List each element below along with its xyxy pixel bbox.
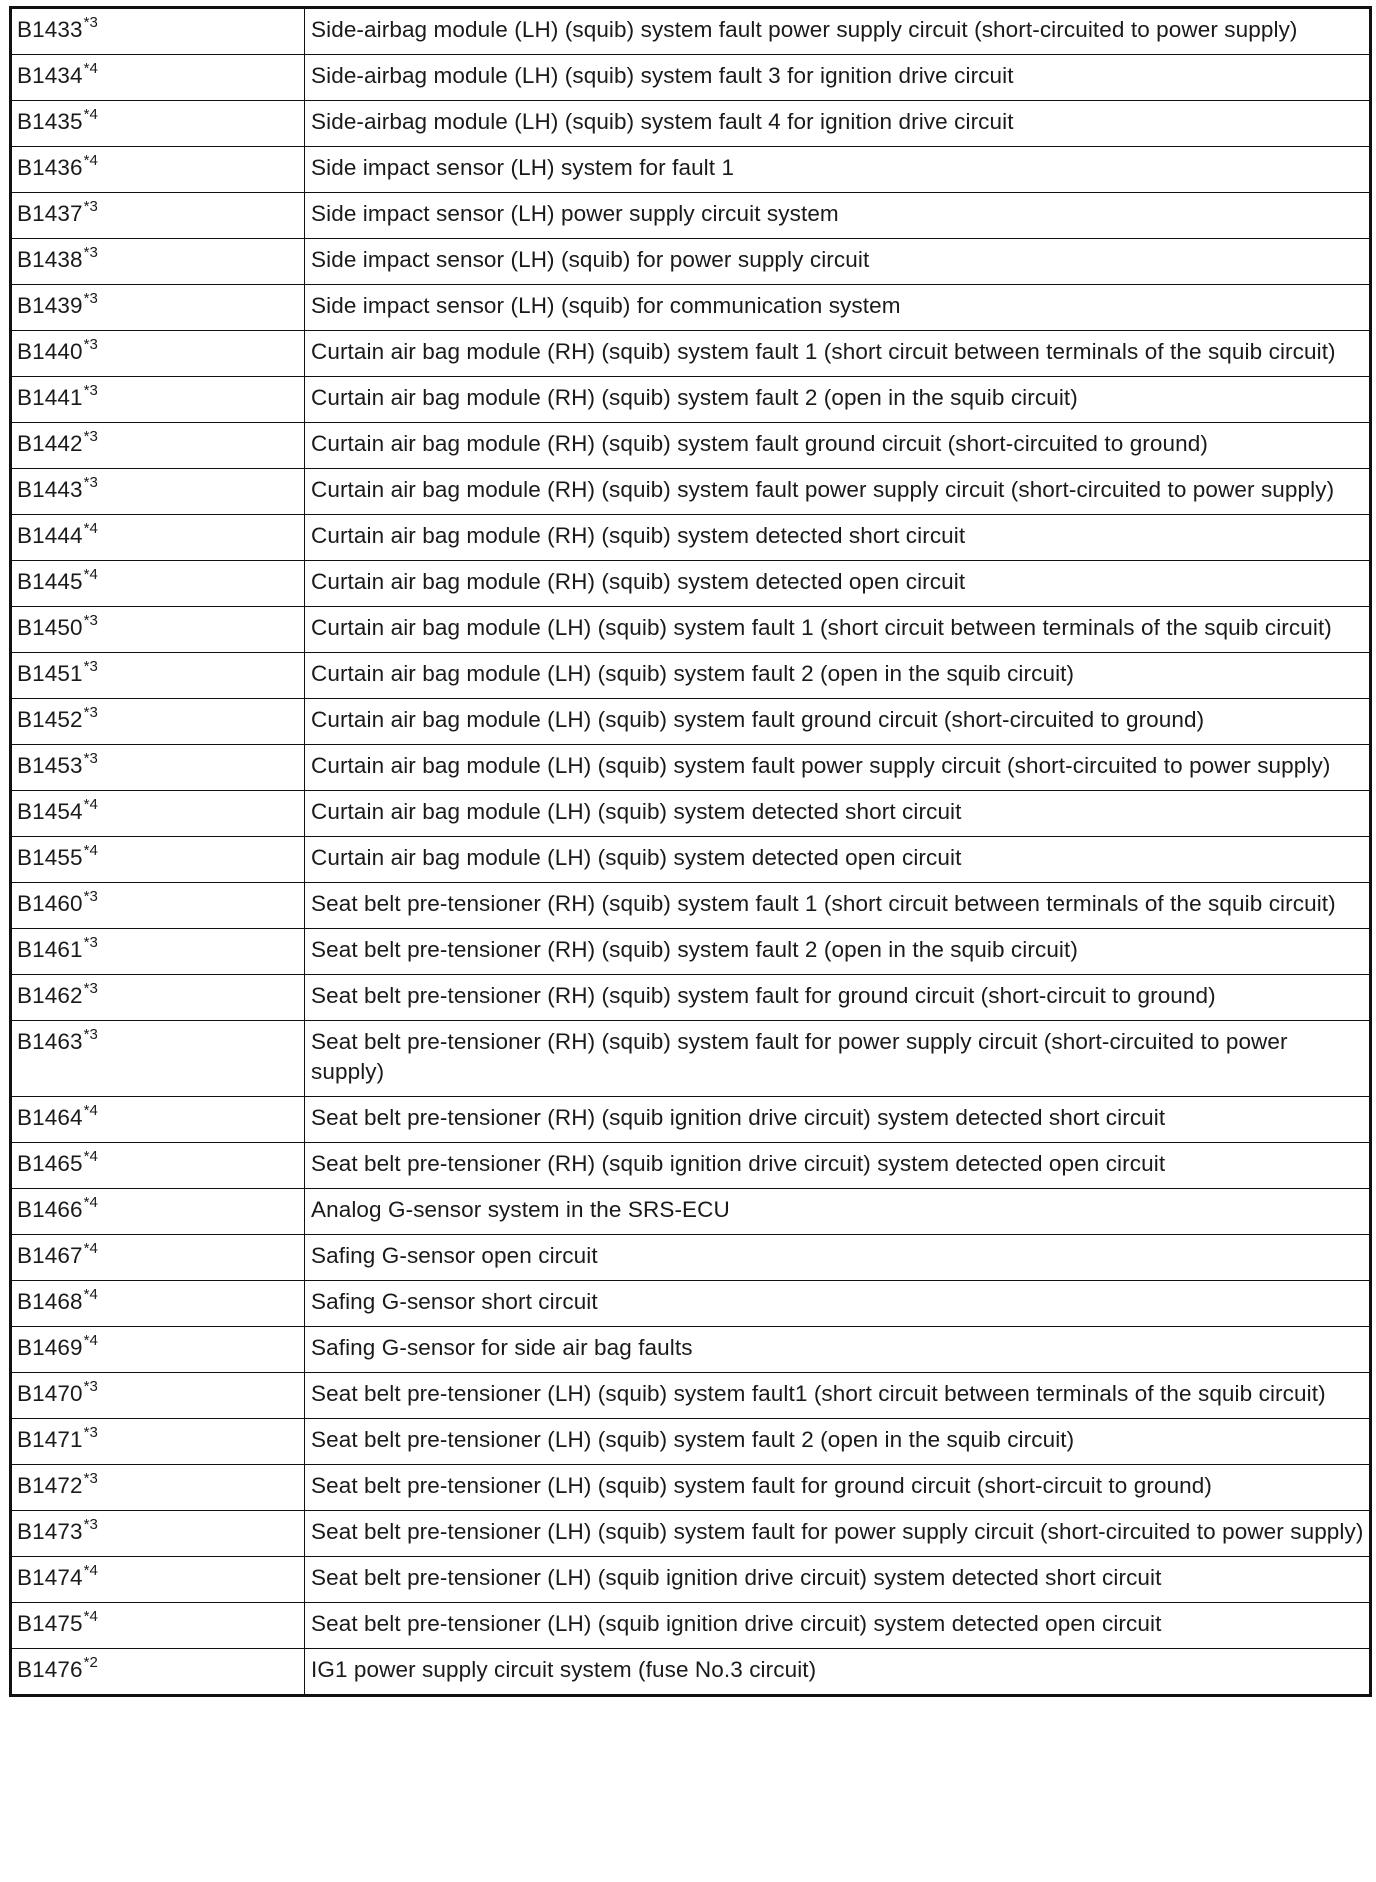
table-row <box>11 1419 1371 1465</box>
dtc-code: B1464 <box>17 1105 83 1130</box>
table-row <box>11 791 1371 837</box>
table-row <box>11 1235 1371 1281</box>
footnote-marker: *3 <box>83 1515 98 1533</box>
dtc-code: B1472 <box>17 1473 83 1498</box>
dtc-code: B1452 <box>17 707 83 732</box>
dtc-description: Seat belt pre-tensioner (LH) (squib ignition drive circuit) system detected open circuit <box>305 1603 1371 1649</box>
footnote-marker: *4 <box>83 795 98 813</box>
dtc-description: Curtain air bag module (RH) (squib) system fault 1 (short circuit between terminals of the squib circuit) <box>305 331 1371 377</box>
footnote-marker: *3 <box>83 979 98 997</box>
table-row <box>11 1603 1371 1649</box>
dtc-code: B1445 <box>17 569 83 594</box>
dtc-code-cell <box>11 1419 305 1465</box>
footnote-marker: *3 <box>83 13 98 31</box>
dtc-code: B1435 <box>17 109 83 134</box>
footnote-marker: *3 <box>83 381 98 399</box>
dtc-code: B1441 <box>17 385 83 410</box>
footnote-marker: *4 <box>83 151 98 169</box>
dtc-code-cell <box>11 193 305 239</box>
footnote-marker: *4 <box>83 565 98 583</box>
dtc-description: Seat belt pre-tensioner (LH) (squib) system fault for power supply circuit (short-circuited to power supply) <box>305 1511 1371 1557</box>
footnote-marker: *3 <box>83 473 98 491</box>
table-row <box>11 101 1371 147</box>
dtc-code: B1471 <box>17 1427 83 1452</box>
table-row <box>11 147 1371 193</box>
dtc-description: Side impact sensor (LH) power supply circuit system <box>305 193 1371 239</box>
dtc-description: Curtain air bag module (LH) (squib) system detected short circuit <box>305 791 1371 837</box>
table-row <box>11 515 1371 561</box>
dtc-description: Safing G-sensor short circuit <box>305 1281 1371 1327</box>
dtc-code: B1433 <box>17 17 83 42</box>
dtc-description: Curtain air bag module (LH) (squib) system detected open circuit <box>305 837 1371 883</box>
dtc-description: Safing G-sensor open circuit <box>305 1235 1371 1281</box>
footnote-marker: *3 <box>83 1423 98 1441</box>
table-row <box>11 1281 1371 1327</box>
dtc-code-cell <box>11 1281 305 1327</box>
dtc-code-cell <box>11 1021 305 1097</box>
table-row <box>11 377 1371 423</box>
footnote-marker: *3 <box>83 703 98 721</box>
footnote-marker: *3 <box>83 289 98 307</box>
dtc-code-cell <box>11 791 305 837</box>
footnote-marker: *3 <box>83 1469 98 1487</box>
table-row <box>11 55 1371 101</box>
footnote-marker: *4 <box>83 1285 98 1303</box>
dtc-code: B1469 <box>17 1335 83 1360</box>
dtc-code: B1440 <box>17 339 83 364</box>
table-row <box>11 239 1371 285</box>
dtc-code-cell <box>11 8 305 55</box>
dtc-description: Side impact sensor (LH) (squib) for communication system <box>305 285 1371 331</box>
dtc-code: B1436 <box>17 155 83 180</box>
dtc-code-cell <box>11 239 305 285</box>
dtc-description: Curtain air bag module (LH) (squib) system fault power supply circuit (short-circuited to power supply) <box>305 745 1371 791</box>
table-row <box>11 745 1371 791</box>
table-row <box>11 1097 1371 1143</box>
dtc-code: B1474 <box>17 1565 83 1590</box>
dtc-code: B1444 <box>17 523 83 548</box>
dtc-description: Curtain air bag module (LH) (squib) system fault 2 (open in the squib circuit) <box>305 653 1371 699</box>
dtc-code-cell <box>11 1603 305 1649</box>
footnote-marker: *3 <box>83 887 98 905</box>
table-row <box>11 469 1371 515</box>
dtc-code-cell <box>11 1189 305 1235</box>
dtc-description: Analog G-sensor system in the SRS-ECU <box>305 1189 1371 1235</box>
footnote-marker: *3 <box>83 749 98 767</box>
table-row <box>11 331 1371 377</box>
table-row <box>11 193 1371 239</box>
dtc-description: Seat belt pre-tensioner (RH) (squib) system fault 1 (short circuit between terminals of the squib circuit) <box>305 883 1371 929</box>
footnote-marker: *4 <box>83 1147 98 1165</box>
dtc-code: B1473 <box>17 1519 83 1544</box>
dtc-code-cell <box>11 423 305 469</box>
table-row <box>11 1649 1371 1696</box>
dtc-code: B1455 <box>17 845 83 870</box>
table-row <box>11 1373 1371 1419</box>
dtc-code: B1470 <box>17 1381 83 1406</box>
dtc-code-cell <box>11 469 305 515</box>
table-row <box>11 1189 1371 1235</box>
footnote-marker: *3 <box>83 1377 98 1395</box>
dtc-description: Curtain air bag module (RH) (squib) system fault ground circuit (short-circuited to ground) <box>305 423 1371 469</box>
dtc-description: Seat belt pre-tensioner (RH) (squib) system fault for ground circuit (short-circuit to ground) <box>305 975 1371 1021</box>
footnote-marker: *3 <box>83 611 98 629</box>
dtc-description: Side-airbag module (LH) (squib) system fault 4 for ignition drive circuit <box>305 101 1371 147</box>
table-row <box>11 837 1371 883</box>
dtc-description: Curtain air bag module (LH) (squib) system fault 1 (short circuit between terminals of the squib circuit) <box>305 607 1371 653</box>
footnote-marker: *3 <box>83 657 98 675</box>
footnote-marker: *4 <box>83 841 98 859</box>
footnote-marker: *4 <box>83 519 98 537</box>
footnote-marker: *4 <box>83 1239 98 1257</box>
table-row <box>11 1143 1371 1189</box>
dtc-code-cell <box>11 699 305 745</box>
footnote-marker: *4 <box>83 1561 98 1579</box>
footnote-marker: *4 <box>83 1607 98 1625</box>
dtc-table-body <box>11 8 1371 1696</box>
dtc-code-cell <box>11 1327 305 1373</box>
dtc-code-cell <box>11 55 305 101</box>
footnote-marker: *3 <box>83 427 98 445</box>
dtc-description: Side impact sensor (LH) (squib) for power supply circuit <box>305 239 1371 285</box>
dtc-code: B1454 <box>17 799 83 824</box>
dtc-code: B1461 <box>17 937 83 962</box>
dtc-code-cell <box>11 1649 305 1696</box>
table-row <box>11 699 1371 745</box>
dtc-code: B1475 <box>17 1611 83 1636</box>
dtc-code: B1468 <box>17 1289 83 1314</box>
dtc-code: B1451 <box>17 661 83 686</box>
dtc-code: B1467 <box>17 1243 83 1268</box>
dtc-code-cell <box>11 1235 305 1281</box>
dtc-code-cell <box>11 285 305 331</box>
dtc-code: B1476 <box>17 1657 83 1682</box>
dtc-code-cell <box>11 975 305 1021</box>
dtc-code-cell <box>11 331 305 377</box>
table-row <box>11 929 1371 975</box>
dtc-code-cell <box>11 883 305 929</box>
table-row <box>11 423 1371 469</box>
dtc-description: Side-airbag module (LH) (squib) system fault 3 for ignition drive circuit <box>305 55 1371 101</box>
dtc-code: B1463 <box>17 1029 83 1054</box>
table-row <box>11 1465 1371 1511</box>
footnote-marker: *4 <box>83 105 98 123</box>
dtc-code-cell <box>11 1511 305 1557</box>
dtc-code: B1466 <box>17 1197 83 1222</box>
dtc-code: B1442 <box>17 431 83 456</box>
dtc-code: B1434 <box>17 63 83 88</box>
dtc-description: Seat belt pre-tensioner (RH) (squib ignition drive circuit) system detected open circuit <box>305 1143 1371 1189</box>
dtc-code-cell <box>11 561 305 607</box>
dtc-code-cell <box>11 745 305 791</box>
table-row <box>11 285 1371 331</box>
dtc-code-cell <box>11 1557 305 1603</box>
footnote-marker: *3 <box>83 243 98 261</box>
dtc-code-cell <box>11 377 305 423</box>
dtc-code: B1450 <box>17 615 83 640</box>
table-row <box>11 8 1371 55</box>
dtc-description: Seat belt pre-tensioner (RH) (squib) system fault for power supply circuit (short-circuited to power supply) <box>305 1021 1371 1097</box>
dtc-code-cell <box>11 1373 305 1419</box>
dtc-code: B1443 <box>17 477 83 502</box>
footnote-marker: *3 <box>83 933 98 951</box>
dtc-code-cell <box>11 653 305 699</box>
table-row <box>11 1511 1371 1557</box>
dtc-code-cell <box>11 837 305 883</box>
dtc-description: Side-airbag module (LH) (squib) system fault power supply circuit (short-circuited to power supply) <box>305 8 1371 55</box>
dtc-description: Side impact sensor (LH) system for fault 1 <box>305 147 1371 193</box>
table-row <box>11 1021 1371 1097</box>
dtc-description: Seat belt pre-tensioner (LH) (squib) system fault for ground circuit (short-circuit to ground) <box>305 1465 1371 1511</box>
footnote-marker: *4 <box>83 1193 98 1211</box>
footnote-marker: *4 <box>83 1331 98 1349</box>
dtc-code: B1437 <box>17 201 83 226</box>
table-row <box>11 607 1371 653</box>
footnote-marker: *4 <box>83 59 98 77</box>
dtc-code-cell <box>11 607 305 653</box>
dtc-table <box>9 6 1372 1697</box>
dtc-code-cell <box>11 929 305 975</box>
dtc-code: B1453 <box>17 753 83 778</box>
dtc-description: Curtain air bag module (RH) (squib) system fault power supply circuit (short-circuited to power supply) <box>305 469 1371 515</box>
dtc-description: Safing G-sensor for side air bag faults <box>305 1327 1371 1373</box>
dtc-code-cell <box>11 101 305 147</box>
dtc-description: Curtain air bag module (RH) (squib) system detected open circuit <box>305 561 1371 607</box>
dtc-code-cell <box>11 1143 305 1189</box>
table-row <box>11 1557 1371 1603</box>
dtc-code: B1439 <box>17 293 83 318</box>
footnote-marker: *4 <box>83 1101 98 1119</box>
dtc-description: Seat belt pre-tensioner (LH) (squib) system fault1 (short circuit between terminals of the squib circuit) <box>305 1373 1371 1419</box>
footnote-marker: *3 <box>83 335 98 353</box>
dtc-description: Curtain air bag module (RH) (squib) system fault 2 (open in the squib circuit) <box>305 377 1371 423</box>
dtc-description: Seat belt pre-tensioner (LH) (squib ignition drive circuit) system detected short circuit <box>305 1557 1371 1603</box>
dtc-description: Seat belt pre-tensioner (LH) (squib) system fault 2 (open in the squib circuit) <box>305 1419 1371 1465</box>
table-row <box>11 883 1371 929</box>
dtc-code-cell <box>11 515 305 561</box>
dtc-description: Seat belt pre-tensioner (RH) (squib) system fault 2 (open in the squib circuit) <box>305 929 1371 975</box>
dtc-description: IG1 power supply circuit system (fuse No.3 circuit) <box>305 1649 1371 1696</box>
dtc-code: B1438 <box>17 247 83 272</box>
footnote-marker: *3 <box>83 197 98 215</box>
dtc-code-cell <box>11 1097 305 1143</box>
dtc-code-cell <box>11 147 305 193</box>
dtc-description: Curtain air bag module (RH) (squib) system detected short circuit <box>305 515 1371 561</box>
footnote-marker: *3 <box>83 1025 98 1043</box>
footnote-marker: *2 <box>83 1653 98 1671</box>
dtc-code-cell <box>11 1465 305 1511</box>
dtc-code: B1465 <box>17 1151 83 1176</box>
table-row <box>11 561 1371 607</box>
dtc-description: Seat belt pre-tensioner (RH) (squib ignition drive circuit) system detected short circuit <box>305 1097 1371 1143</box>
table-row <box>11 653 1371 699</box>
dtc-description: Curtain air bag module (LH) (squib) system fault ground circuit (short-circuited to ground) <box>305 699 1371 745</box>
dtc-code: B1462 <box>17 983 83 1008</box>
table-row <box>11 1327 1371 1373</box>
dtc-code: B1460 <box>17 891 83 916</box>
table-row <box>11 975 1371 1021</box>
